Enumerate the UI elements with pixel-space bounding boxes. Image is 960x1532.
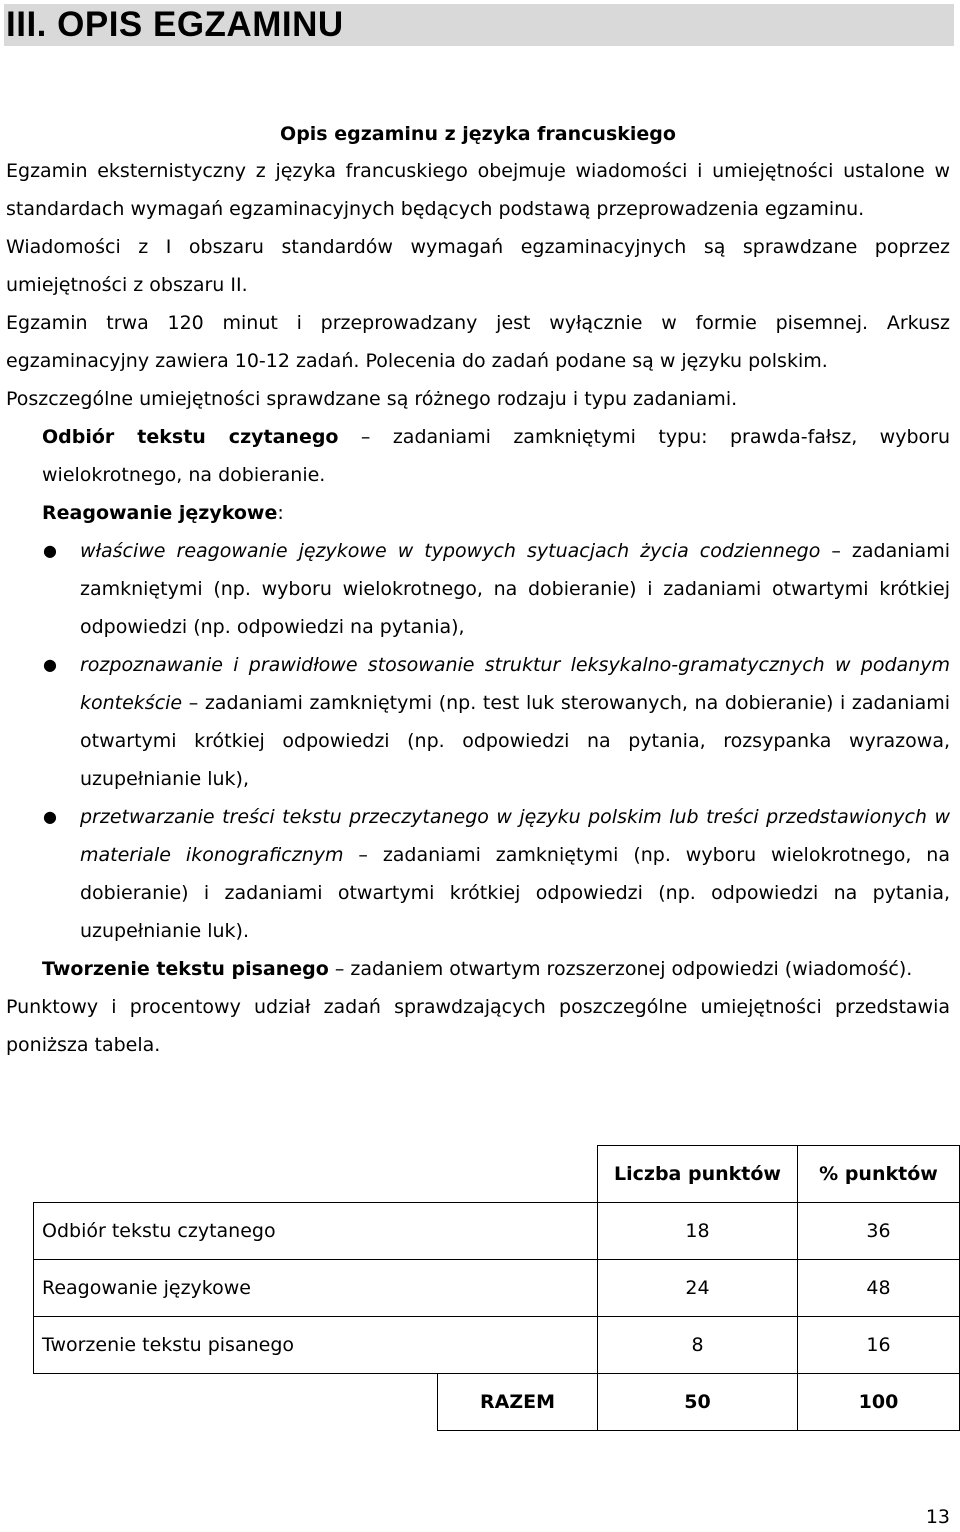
table-row — [34, 1317, 960, 1374]
row-points: 24 — [598, 1260, 798, 1317]
item-number — [6, 418, 42, 456]
row-percent: 48 — [798, 1260, 960, 1317]
list-item-writing — [6, 950, 950, 988]
bullet-icon: ● — [43, 541, 57, 560]
bullet-text: – zadaniami zamkniętymi (np. wyboru wielokrotnego, na dobieranie) i zadaniami otwartymi krótkiej odpowiedzi (np. odpowiedzi na pytania, uzupełnianie luk). — [80, 844, 950, 942]
bullet-icon: ● — [43, 807, 57, 826]
table-row — [34, 1260, 960, 1317]
item-description: – zadaniem otwartym rozszerzonej odpowiedzi (wiadomość). — [328, 958, 913, 980]
bullet-italic-text: rozpoznawanie i prawidłowe stosowanie struktur leksykalno-gramatycznych w podanym kontekście — [80, 654, 950, 714]
row-points: 8 — [598, 1317, 798, 1374]
row-label: Odbiór tekstu czytanego — [34, 1203, 598, 1260]
bullet-text: – zadaniami zamkniętymi (np. wyboru wielokrotnego, na dobieranie) i zadaniami otwartymi krótkiej odpowiedzi (np. odpowiedzi na pytania), — [80, 540, 950, 638]
row-label: Reagowanie językowe — [34, 1260, 598, 1317]
section-title: Opis egzaminu z języka francuskiego — [280, 123, 676, 145]
table-header-row — [34, 1146, 960, 1203]
row-points: 18 — [598, 1203, 798, 1260]
paragraph-standards: Wiadomości z I obszaru standardów wymagań egzaminacyjnych są sprawdzane poprzez umiejętności z obszaru II. — [6, 236, 950, 296]
points-table-wrapper — [33, 1145, 960, 1431]
bullet-item — [6, 532, 950, 646]
row-percent: 16 — [798, 1317, 960, 1374]
header-percent: % punktów — [798, 1146, 960, 1203]
header-points: Liczba punktów — [598, 1146, 798, 1203]
item-number — [6, 494, 42, 532]
list-item-language-response — [6, 494, 950, 532]
paragraph-duration: Egzamin trwa 120 minut i przeprowadzany jest wyłącznie w formie pisemnej. Arkusz egzaminacyjny zawiera 10-12 zadań. Polecenia do zadań podane są w języku polskim. — [6, 312, 950, 372]
row-label: Tworzenie tekstu pisanego — [34, 1317, 598, 1374]
item-number — [6, 950, 42, 988]
bullet-text: – zadaniami zamkniętymi (np. test luk sterowanych, na dobieranie) i zadaniami otwartymi krótkiej odpowiedzi (np. odpowiedzi na pytania, rozsypanka wyrazowa, uzupełnianie luk), — [80, 692, 950, 790]
row-percent: 36 — [798, 1203, 960, 1260]
total-points: 50 — [598, 1374, 798, 1431]
points-table — [33, 1145, 960, 1431]
bullet-italic-text: przetwarzanie treści tekstu przeczytanego w języku polskim lub treści przedstawionych w materiale ikonograficznym — [80, 806, 950, 866]
table-corner-empty — [34, 1146, 598, 1203]
total-percent: 100 — [798, 1374, 960, 1431]
bullet-icon: ● — [43, 655, 57, 674]
table-row — [34, 1203, 960, 1260]
item-description: : — [277, 502, 284, 524]
bullet-italic-text: właściwe reagowanie językowe w typowych sytuacjach życia codziennego — [80, 540, 821, 562]
item-description: – zadaniami zamkniętymi typu: prawda-fałsz, wyboru wielokrotnego, na dobieranie. — [42, 426, 950, 486]
bullet-item — [6, 646, 950, 798]
paragraph-task-types: Poszczególne umiejętności sprawdzane są różnego rodzaju i typu zadaniami. — [6, 388, 738, 410]
body-text — [6, 152, 950, 1064]
page-number: 13 — [925, 1506, 950, 1528]
chapter-heading: III. OPIS EGZAMINU — [4, 4, 954, 46]
bullet-item — [6, 798, 950, 950]
item-title: Reagowanie językowe — [42, 502, 278, 524]
list-item-reading — [6, 418, 950, 494]
paragraph-scope: Egzamin eksternistyczny z języka francuskiego obejmuje wiadomości i umiejętności ustalone w standardach wymagań egzaminacyjnych będących podstawą przeprowadzenia egzaminu. — [6, 160, 950, 220]
total-label: RAZEM — [438, 1374, 598, 1431]
table-total-row — [34, 1374, 960, 1431]
item-title: Odbiór tekstu czytanego — [42, 426, 339, 448]
paragraph-table-intro: Punktowy i procentowy udział zadań sprawdzających poszczególne umiejętności przedstawia poniższa tabela. — [6, 996, 950, 1056]
total-spacer — [34, 1374, 438, 1431]
item-title: Tworzenie tekstu pisanego — [42, 958, 329, 980]
